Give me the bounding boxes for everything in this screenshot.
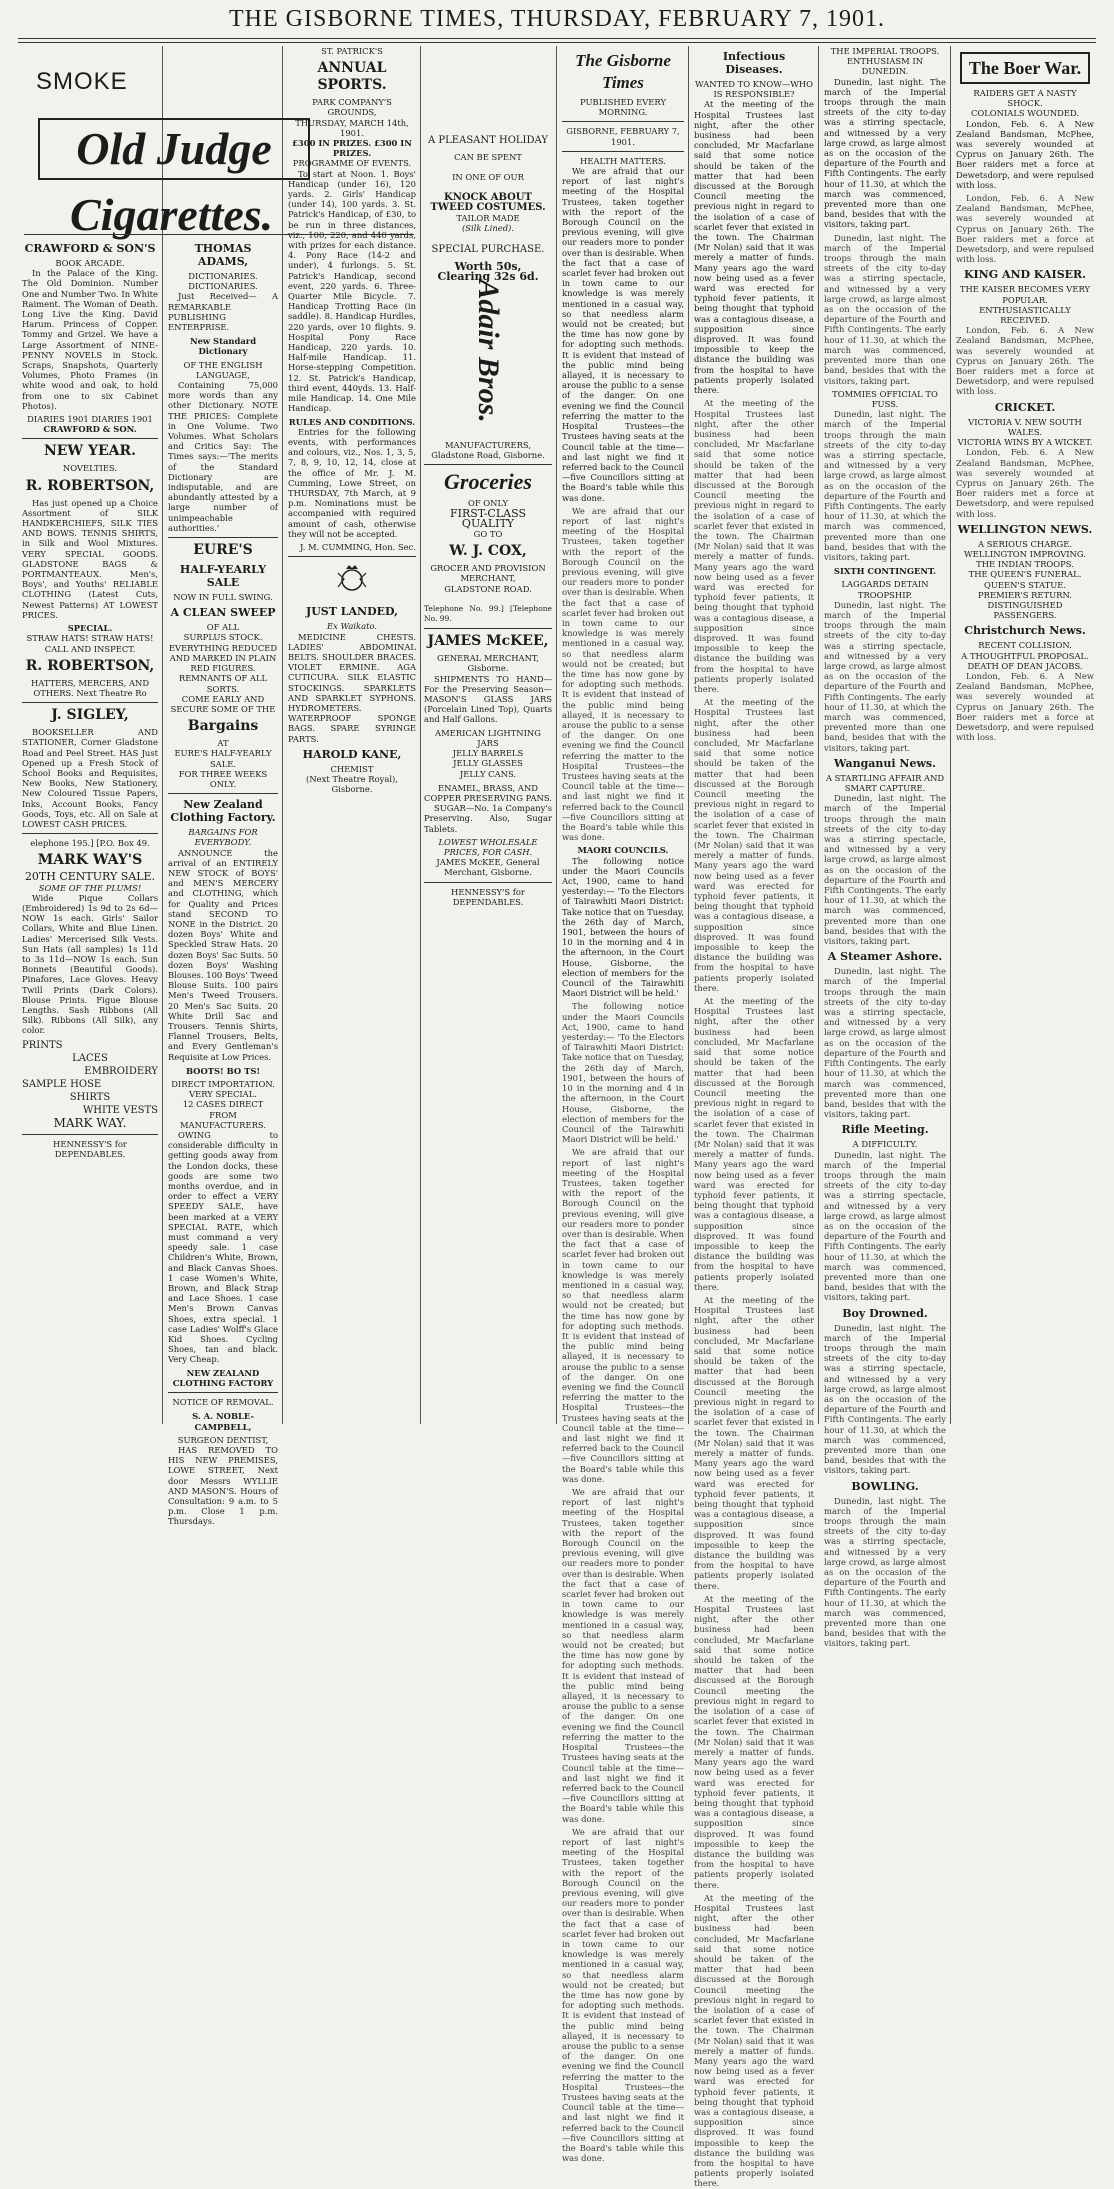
editorial-body: We are afraid that our report of last night's meeting of the Hospital Trustees, taken together with the report of the Borough Council on the previous evening, will give our readers more to ponder over than is desirable. When the fact that a case of scarlet fever had broken out in town came to our knowledge is was merely mentioned in a casual way, so that needless alarm would not be created; but the time has now gone by for adopting such methods. It is evident that instead of the public mind being allayed, it is necessary to arouse the public to a sense of the danger. On one evening we find the Council referring the matter to the Hospital Trustees—the Trustees having seats at the Council table at the time—and last night we find it referred back to the Council—five Councillors sitting at the Board's table while this was done. bbox=[562, 166, 684, 503]
king-kaiser: KING AND KAISER. bbox=[963, 268, 1087, 282]
removed-body: HAS REMOVED TO HIS NEW PREMISES, LOWE STREET, Next door Messrs WYLLIE AND MASON'S. Hours of Consultation: 9 a.m. to 5 p.m. Close 1 p.m. Thursdays. bbox=[168, 1444, 278, 1527]
kaiser-body: London, Feb. 6. A New Zealand Bandsman, McPhee, was severely wounded at Cyprus on January 26th. The Boer raiders met a force at Dewetsdorp, and were repulsed with loss. bbox=[956, 325, 1094, 397]
old-judge-box bbox=[38, 118, 310, 180]
prize-money: £300 IN PRIZES. £300 IN PRIZES. bbox=[292, 138, 412, 159]
mckee-sign: JAMES McKEE, General Merchant, Gisborne. bbox=[436, 857, 540, 878]
divider bbox=[562, 151, 684, 152]
column-8 bbox=[956, 46, 1094, 1424]
divider bbox=[424, 882, 552, 883]
quality: QUALITY bbox=[461, 516, 515, 530]
rifle-body: Dunedin, last night. The march of the Imperial troops through the main streets of the city to-day was a stirring spectacle, and witnessed by a very large crowd, as large almost as on the occasion of the departure of the Fourth and Fifth Contingents. The early hour of 11.30, at which the march was commenced, prevented more than one band, besides that with the visitors, taking part. bbox=[824, 1149, 946, 1303]
bargains-everybody: BARGAINS FOR EVERYBODY. bbox=[188, 827, 258, 848]
divider bbox=[22, 833, 158, 834]
crawford-sub: BOOK ARCADE. bbox=[55, 258, 125, 268]
can-be-spent: CAN BE SPENT bbox=[454, 152, 522, 163]
hennessy-ad: HENNESSY'S for DEPENDABLES. bbox=[53, 1138, 127, 1159]
column-1 bbox=[22, 238, 158, 1424]
plums-heading: SOME OF THE PLUMS! bbox=[38, 882, 142, 893]
rules-body: Entries for the following events, with performances and colours, viz., Nos. 1, 3, 5, 7, 8, 9, 10, 12, 14, close at the office of Mr. J. M. Cumming, Lowe Street, on THURSDAY, 7th March, at 9 p.m. Nominations must be accompanied with required amount of cash, otherwise they will not be accepted. bbox=[288, 426, 416, 539]
column-7 bbox=[824, 46, 946, 1649]
column-5 bbox=[562, 46, 684, 2164]
victoria-nsw: VICTORIA V. NEW SOUTH WALES. bbox=[968, 416, 1082, 437]
embroidery: EMBROIDERY bbox=[84, 1065, 158, 1077]
direct-importation: DIRECT IMPORTATION. VERY SPECIAL. bbox=[171, 1079, 275, 1100]
gladstone-road: Gladstone Road, Gisborne. bbox=[431, 450, 545, 461]
novelties: NOVELTIES. bbox=[62, 463, 118, 474]
sixth-contingent: SIXTH CONTINGENT. bbox=[833, 566, 937, 577]
rules-heading: RULES AND CONDITIONS. bbox=[288, 416, 416, 427]
at-label: AT bbox=[217, 738, 229, 749]
go-to: GO TO bbox=[473, 529, 503, 540]
crawford-footer: CRAWFORD & SON. bbox=[43, 424, 137, 435]
editorial-date: GISBORNE, FEBRUARY 7, 1901. bbox=[566, 126, 680, 147]
indian-troops: THE INDIAN TROOPS. bbox=[976, 559, 1074, 570]
smoke-label: SMOKE bbox=[36, 68, 128, 95]
wellington-news: WELLINGTON NEWS. bbox=[957, 522, 1093, 536]
sugar: SUGAR—No. 1a Company's Preserving. Also, Sugar Tablets. bbox=[424, 803, 552, 834]
medicine-list: MEDICINE CHESTS. LADIES' ABDOMINAL BELTS. SHOULDER BRACES. VIOLET ERMINE. AGA CUTICURA. SILK ELASTIC STOCKINGS. SPARKLETS AND SPARKLET SYPHONS. HYDROMETERS. WATERPROOF SPONGE BAGS. SPARE SYRINGE PARTS. bbox=[288, 631, 416, 744]
diaries: DIARIES 1901 DIARIES 1901 bbox=[27, 414, 153, 425]
divider bbox=[424, 464, 552, 465]
now-in-swing: NOW IN FULL SWING. bbox=[173, 592, 273, 603]
christchurch-body: London, Feb. 6. A New Zealand Bandsman, McPhee, was severely wounded at Cyprus on January 26th. The Boer raiders met a force at Dewetsdorp, and were repulsed with loss. bbox=[956, 670, 1094, 743]
adams-intro: Just Received— A REMARKABLE PUBLISHING ENTERPRISE. bbox=[168, 291, 278, 333]
divider bbox=[424, 628, 552, 629]
tailor-made: TAILOR MADE bbox=[456, 213, 520, 224]
shipments: SHIPMENTS TO HAND— For the Preserving Season— MASON'S GLASS JARS (Porcelain Lined Top), Quarts and Half Gallons. bbox=[424, 673, 552, 725]
thoughtful-proposal: A THOUGHTFUL PROPOSAL. bbox=[961, 650, 1089, 661]
bowling: BOWLING. bbox=[851, 1479, 919, 1493]
infectious-body-cont: At the meeting of the Hospital Trustees last night, after the other business had been concluded, Mr Macfarlane said that some notice should be taken of the matter that had been discussed at the Borough Council meeting the previous night in regard to the isolation of a case of scarlet fever that existed in the town. The Chairman (Mr Nolan) said that it was merely a matter of funds. Many years ago the ward now being used as a fever ward was erected for typhoid fever patients, it being thought that typhoid was a contagious disease, a supposition since disproved. It was found impossible to keep the distance the building was from the hospital to have patients properly isolated there. bbox=[694, 398, 814, 694]
worth: Worth 50s, bbox=[454, 259, 522, 273]
bargains: Bargains bbox=[187, 718, 259, 735]
maori-councils: MAORI COUNCILS. bbox=[577, 845, 669, 856]
column-4 bbox=[424, 46, 552, 1424]
holiday: A PLEASANT HOLIDAY bbox=[428, 135, 548, 146]
cigarettes-title: Cigarettes. bbox=[70, 189, 274, 240]
imperial-troops: THE IMPERIAL TROOPS. bbox=[830, 46, 940, 56]
special-purchase: SPECIAL PURCHASE. bbox=[431, 244, 545, 256]
laces: LACES bbox=[72, 1052, 108, 1064]
lowest-prices: LOWEST WHOLESALE PRICES, FOR CASH. bbox=[438, 836, 538, 857]
clearing-price: Clearing 32s 6d. bbox=[437, 269, 539, 283]
old-judge-title: Old Judge bbox=[76, 123, 272, 174]
noble-name: S. A. NOBLE-CAMPBELL, bbox=[192, 1411, 254, 1432]
first-class: FIRST-CLASS bbox=[450, 506, 526, 520]
infectious-heading: Infectious Diseases. bbox=[722, 50, 786, 76]
programme: PROGRAMME OF EVENTS. bbox=[292, 158, 412, 169]
events-list: To start at Noon. 1. Boys' Handicap (under 16), 120 yards. 2. Girls' Handicap (under 14), 100 yards. 3. St. Patrick's Handicap, of £30, to be run in three distances, viz., 100, 220, and 440 yards, with prizes for each distance. 4. Pony Race (14-2 and under), 4 furlongs. 5. St. Patrick's Handicap, second event, 220 yards. 6. Three-Quarter Mile Bicycle. 7. Handicap Trotting Race (in saddle). 8. Handicap Hurdles, 220 yards, over 10 flights. 9. Hospital Pony Race Handicap, 220 yards. 10. Half-mile Handicap. 11. Horse-stepping Competition. 12. St. Patrick's Handicap, third event, 440yds. 13. Half-mile Handicap. 14. One Mile Handicap. bbox=[288, 168, 416, 414]
jelly-cans: JELLY CANS. bbox=[459, 768, 517, 779]
christchurch-news: Christchurch News. bbox=[964, 624, 1086, 638]
infectious-body-cont-5: At the meeting of the Hospital Trustees last night, after the other business had been concluded, Mr Macfarlane said that some notice should be taken of the matter that had been discussed at the Borough Council meeting the previous night in regard to the isolation of a case of scarlet fever that existed in the town. The Chairman (Mr Nolan) said that it was merely a matter of funds. Many years ago the ward now being used as a fever ward was erected for typhoid fever patients, it being thought that typhoid was a contagious disease, a supposition since disproved. It was found impossible to keep the distance the building was from the hospital to have patients properly isolated there. bbox=[694, 1593, 814, 1890]
premiers-return: PREMIER'S RETURN. bbox=[978, 589, 1072, 600]
cricket: CRICKET. bbox=[994, 400, 1056, 414]
bowling-body: Dunedin, last night. The march of the Imperial troops through the main streets of the city to-day was a stirring spectacle, and witnessed by a very large crowd, as large almost as on the occasion of the departure of the Fourth and Fifth Contingents. The early hour of 11.30, at which the march was commenced, prevented more than one band, besides that with the visitors, taking part. bbox=[824, 1495, 946, 1649]
victoria-wins: VICTORIA WINS BY A WICKET. bbox=[957, 437, 1093, 448]
eures-title: EURE'S bbox=[193, 542, 253, 559]
distinguished: DISTINGUISHED PASSENGERS. bbox=[987, 599, 1063, 621]
divider bbox=[168, 1392, 278, 1393]
in-one-of-our: IN ONE OF OUR bbox=[452, 172, 524, 183]
robertson-name: R. ROBERTSON, bbox=[25, 477, 155, 494]
groceries: Groceries bbox=[444, 469, 532, 495]
wanganui-body: Dunedin, last night. The march of the Imperial troops through the main streets of the city to-day was a stirring spectacle, and witnessed by a very large crowd, as large almost as on the occasion of the departure of the Fourth and Fifth Contingents. The early hour of 11.30, at which the march was commenced, prevented more than one band, besides that with the visitors, taking part. bbox=[824, 793, 946, 947]
cox-name: W. J. COX, bbox=[449, 543, 527, 560]
silk-lined: (Silk Lined). bbox=[462, 223, 514, 234]
century-sale: 20TH CENTURY SALE. bbox=[24, 870, 156, 884]
infectious-body-cont-3: At the meeting of the Hospital Trustees last night, after the other business had been concluded, Mr Macfarlane said that some notice should be taken of the matter that had been discussed at the Borough Council meeting the previous night in regard to the isolation of a case of scarlet fever that existed in the town. The Chairman (Mr Nolan) said that it was merely a matter of funds. Many years ago the ward now being used as a fever ward was erected for typhoid fever patients, it being thought that typhoid was a contagious disease, a supposition since disproved. It was found impossible to keep the distance the building was from the hospital to have patients properly isolated there. bbox=[694, 996, 814, 1292]
prints: PRINTS bbox=[22, 1039, 63, 1051]
jelly-glasses: JELLY GLASSES bbox=[453, 758, 523, 769]
kaiser-popular: THE KAISER BECOMES VERY POPULAR. bbox=[959, 284, 1091, 305]
remnants: REMNANTS OF ALL SORTS. bbox=[178, 673, 268, 694]
just-landed: JUST LANDED, bbox=[306, 605, 398, 619]
column-2 bbox=[168, 238, 278, 1527]
sample-hose: SAMPLE HOSE bbox=[22, 1078, 102, 1090]
crawford-body: In the Palace of the King. The Old Dominion. Number One and Number Two. In White Raiment. The Woman of Death. Long Live the King. David Harum. Princess of Copper. Tommy and Grizel. We have a Large Assortment of NINE-PENNY NOVELS in Stock. Scraps, Snapshots, Quarterly Volumes, Photo Frames (in white wood and oak, to hold from one to six Cabinet Photos). bbox=[22, 268, 158, 411]
infectious-body-cont-6: At the meeting of the Hospital Trustees last night, after the other business had been concluded, Mr Macfarlane said that some notice should be taken of the matter that had been discussed at the Borough Council meeting the previous night in regard to the isolation of a case of scarlet fever that existed in the town. The Chairman (Mr Nolan) said that it was merely a matter of funds. Many years ago the ward now being used as a fever ward was erected for typhoid fever patients, it being thought that typhoid was a contagious disease, a supposition since disproved. It was found impossible to keep the distance the building was from the hospital to have patients properly isolated there. bbox=[694, 1892, 814, 2189]
shirts: SHIRTS bbox=[69, 1091, 111, 1103]
colonials-wounded: COLONIALS WOUNDED. bbox=[970, 108, 1080, 119]
new-year-heading: NEW YEAR. bbox=[43, 443, 137, 460]
of-only: OF ONLY bbox=[467, 498, 509, 509]
imperial-body: Dunedin, last night. The march of the Imperial troops through the main streets of the city to-day was a stirring spectacle, and witnessed by a very large crowd, as large almost as on the occasion of the departure of the Fourth and Fifth Contingents. The early hour of 11.30, at which the march was commenced, prevented more than one band, besides that with the visitors, taking part. bbox=[824, 76, 946, 230]
dean-jacobs: DEATH OF DEAN JACOBS. bbox=[967, 660, 1083, 671]
surplus-stock: SURPLUS STOCK. bbox=[183, 632, 263, 643]
divider bbox=[22, 1134, 158, 1135]
cases-body: OWING to considerable difficulty in getting goods away from the London docks, these goods are some two months overdue, and in order to effect a VERY SPEEDY SALE, have been marked at a VERY SPECIAL RATE, which must command a very speedy sale. 1 case Children's White, Brown, and Black Canvas Shoes. 1 case Women's White, Brown, and Black Strap and Lace Shoes. 1 case Men's Brown Canvas Shoes, extra special. 1 case Ladies' Wolff's Glace Kid Shoes. Cycling Shoes, tan and black. Very Cheap. bbox=[168, 1130, 278, 1365]
maori-body-cont: The following notice under the Maori Councils Act, 1900, came to hand yesterday:— 'To the Electors of Tairawhiti Maori District: Take notice that on Tuesday, the 26th day of March, 1901, between the hours of 10 in the morning and 4 in the afternoon, in the Court House, Gisborne, the election of members for the Council of the Tairawhiti Maori District will be held.' bbox=[562, 1001, 684, 1145]
boots-heading: BOOTS! BO TS! bbox=[185, 1065, 261, 1076]
enthusiastic: ENTHUSIASTICALLY RECEIVED. bbox=[979, 304, 1071, 326]
special-label: SPECIAL. bbox=[67, 623, 113, 634]
wanganui-news: Wanganui News. bbox=[834, 756, 936, 770]
maori-body: The following notice under the Maori Councils Act, 1900, came to hand yesterday:— 'To the Electors of Tairawhiti Maori District: Take notice that on Tuesday, the 26th day of March, 1901, between the hours of 10 in the morning and 4 in the afternoon, in the Court House, Gisborne, the election of members for the Council of the Tairawhiti Maori District will be held.' bbox=[562, 855, 684, 999]
imperial-body-cont: Dunedin, last night. The march of the Imperial troops through the main streets of the city to-day was a stirring spectacle, and witnessed by a very large crowd, as large almost as on the occasion of the departure of the Fourth and Fifth Contingents. The early hour of 11.30, at which the march was commenced, prevented more than one band, besides that with the visitors, taking part. bbox=[824, 232, 946, 386]
american-jars: AMERICAN LIGHTNING JARS bbox=[435, 727, 541, 748]
editorial-body-tail-3: We are afraid that our report of last night's meeting of the Hospital Trustees, taken together with the report of the Borough Council on the previous evening, will give our readers more to ponder over than is desirable. When the fact that a case of scarlet fever had broken out in town came to our knowledge is was merely mentioned in a casual way, so that needless alarm would not be created; but the time has now gone by for adopting such methods. It is evident that instead of the public mind being allayed, it is necessary to arouse the public to a sense of the danger. On one evening we find the Council referring the matter to the Hospital Trustees—the Trustees having seats at the Council table at the time—and last night we find it referred back to the Council—five Councillors sitting at the Board's table while this was done. bbox=[562, 1826, 684, 2164]
cricket-body: London, Feb. 6. A New Zealand Bandsman, McPhee, was severely wounded at Cyprus on January 26th. The Boer raiders met a force at Dewetsdorp, and were repulsed with loss. bbox=[956, 447, 1094, 519]
mark-way-sign: MARK WAY. bbox=[53, 1115, 127, 1130]
health-matters: HEALTH MATTERS. bbox=[580, 155, 666, 166]
raiders: RAIDERS GET A NASTY SHOCK. bbox=[973, 88, 1077, 109]
robertson-body: Has just opened up a Choice Assortment of SILK HANDKERCHIEFS, SILK TIES AND BOWS. TENNIS SHIRTS, in Silk and Wool Mixtures. VERY SPECIAL GOODS. GLADSTONE BAGS & PORTMANTEAUX. Men's, Boys', and Youths' RELIABLE CLOTHING (Latest Cuts, Newest Patterns) AT LOWEST PRICES. bbox=[22, 497, 158, 620]
divider bbox=[168, 793, 278, 794]
steamer-body: Dunedin, last night. The march of the Imperial troops through the main streets of the city to-day was a stirring spectacle, and witnessed by a very large crowd, as large almost as on the occasion of the departure of the Fourth and Fifth Contingents. The early hour of 11.30, at which the march was commenced, prevented more than one band, besides that with the visitors, taking part. bbox=[824, 966, 946, 1120]
notice-removal: NOTICE OF REMOVAL. bbox=[172, 1397, 274, 1408]
three-weeks: FOR THREE WEEKS ONLY. bbox=[178, 768, 268, 789]
nz-factory: NEW ZEALAND CLOTHING FACTORY bbox=[172, 1367, 274, 1388]
knock-about: KNOCK ABOUT TWEED COSTUMES. bbox=[430, 191, 546, 213]
boy-drowned: Boy Drowned. bbox=[842, 1306, 928, 1320]
everything-reduced: EVERYTHING REDUCED AND MARKED IN PLAIN RED FIGURES. bbox=[168, 642, 278, 674]
boy-body: Dunedin, last night. The march of the Imperial troops through the main streets of the city to-day was a stirring spectacle, and witnessed by a very large crowd, as large almost as on the occasion of the departure of the Fourth and Fifth Contingents. The early hour of 11.30, at which the march was commenced, prevented more than one band, besides that with the visitors, taking part. bbox=[824, 1322, 946, 1476]
white-vests: WHITE VESTS bbox=[83, 1104, 158, 1116]
surgeon-dentist: SURGEON DENTIST, bbox=[177, 1434, 269, 1445]
hennessy-ad-2: HENNESSY'S for DEPENDABLES. bbox=[451, 886, 525, 907]
masthead-rule-bottom bbox=[18, 42, 1096, 43]
editorial-body-tail-2: We are afraid that our report of last night's meeting of the Hospital Trustees, taken together with the report of the Borough Council on the previous evening, will give our readers more to ponder over than is desirable. When the fact that a case of scarlet fever had broken out in town came to our knowledge is was merely mentioned in a casual way, so that needless alarm would not be created; but the time has now gone by for adopting such methods. It is evident that instead of the public mind being allayed, it is necessary to arouse the public to a sense of the danger. On one evening we find the Council referring the matter to the Hospital Trustees—the Trustees having seats at the Council table at the time—and last night we find it referred back to the Council—five Councillors sitting at the Board's table while this was done. bbox=[562, 1487, 684, 1824]
chemist-address: (Next Theatre Royal), Gisborne. bbox=[306, 773, 398, 795]
adair-bros-title: Adair Bros. bbox=[472, 279, 506, 423]
queens-statue: QUEEN'S STATUE. bbox=[983, 579, 1067, 590]
queens-funeral: THE QUEEN'S FUNERAL. bbox=[968, 569, 1082, 580]
straw-hats: STRAW HATS! STRAW HATS! bbox=[26, 633, 154, 644]
eures-sale: EURE'S HALF-YEARLY SALE. bbox=[174, 748, 272, 769]
published-every-morning: PUBLISHED EVERY MORNING. bbox=[580, 97, 666, 118]
of-all: OF ALL bbox=[206, 622, 240, 633]
editorial-body-tail: We are afraid that our report of last night's meeting of the Hospital Trustees, taken together with the report of the Borough Council on the previous evening, will give our readers more to ponder over than is desirable. When the fact that a case of scarlet fever had broken out in town came to our knowledge is was merely mentioned in a casual way, so that needless alarm would not be created; but the time has now gone by for adopting such methods. It is evident that instead of the public mind being allayed, it is necessary to arouse the public to a sense of the danger. On one evening we find the Council referring the matter to the Hospital Trustees—the Trustees having seats at the Council table at the time—and last night we find it referred back to the Council—five Councillors sitting at the Board's table while this was done. bbox=[562, 1147, 684, 1484]
column-rule bbox=[688, 46, 689, 1424]
ex-ship: Ex Waikato. bbox=[326, 621, 378, 632]
tommies: TOMMIES OFFICIAL TO FUSS. bbox=[832, 388, 938, 409]
harold-kane: HAROLD KANE, bbox=[302, 747, 402, 761]
divider bbox=[22, 702, 158, 703]
crawford-title: CRAWFORD & SON'S bbox=[24, 242, 156, 255]
masthead-rule-top bbox=[18, 38, 1096, 39]
laggards: LAGGARDS DETAIN TROOPSHIP. bbox=[841, 579, 929, 600]
sigley-body: BOOKSELLER AND STATIONER, Corner Gladstone Road and Peel Street. HAS Just Opened up a Fresh Stock of School Books and Requisites, New Books, New Stationery, New Coloured Tissue Papers, Inks, Account Books, Fancy Goods, Toys, etc. All on Sale at LOWEST CASH PRICES. bbox=[22, 727, 158, 829]
rifle-difficulty: A DIFFICULTY. bbox=[852, 1139, 918, 1150]
divider bbox=[288, 556, 416, 557]
infectious-body-cont-4: At the meeting of the Hospital Trustees last night, after the other business had been concluded, Mr Macfarlane said that some notice should be taken of the matter that had been discussed at the Borough Council meeting the previous night in regard to the isolation of a case of scarlet fever that existed in the town. The Chairman (Mr Nolan) said that it was merely a matter of funds. Many years ago the ward now being used as a fever ward was erected for typhoid fever patients, it being thought that typhoid was a contagious disease, a supposition since disproved. It was found impossible to keep the distance the building was from the hospital to have patients properly isolated there. bbox=[694, 1294, 814, 1591]
column-rule bbox=[818, 46, 819, 1424]
call-inspect: CALL AND INSPECT. bbox=[44, 643, 136, 654]
come-early: COME EARLY AND SECURE SOME OF THE bbox=[170, 693, 276, 714]
adair-bros-logo bbox=[424, 279, 552, 440]
wellington-improving: WELLINGTON IMPROVING. bbox=[964, 548, 1086, 559]
mark-ways-name: MARK WAY'S bbox=[37, 852, 143, 869]
editorial-body-cont: We are afraid that our report of last night's meeting of the Hospital Trustees, taken together with the report of the Borough Council on the previous evening, will give our readers more to ponder over than is desirable. When the fact that a case of scarlet fever had broken out in town came to our knowledge is was merely mentioned in a casual way, so that needless alarm would not be created; but the time has now gone by for adopting such methods. It is evident that instead of the public mind being allayed, it is necessary to arouse the public to a sense of the danger. On one evening we find the Council referring the matter to the Hospital Trustees—the Trustees having seats at the Council table at the time—and last night we find it referred back to the Council—five Councillors sitting at the Board's table while this was done. bbox=[562, 505, 684, 843]
cumming-signature: J. M. CUMMING, Hon. Sec. bbox=[299, 541, 416, 552]
adams-title: THOMAS ADAMS, bbox=[194, 242, 252, 268]
infectious-body: At the meeting of the Hospital Trustees last night, after the other business had been concluded, Mr Macfarlane said that some notice should be taken of the matter that had been discussed at the Borough Council meeting the previous night in regard to the isolation of a case of scarlet fever that existed in the town. The Chairman (Mr Nolan) said that it was merely a matter of funds. Many years ago the ward now being used as a fever ward was erected for typhoid fever patients, it being thought that typhoid was a contagious disease, a supposition since disproved. It was found impossible to keep the distance the building was from the hospital to have patients properly isolated there. bbox=[694, 99, 814, 396]
robertson-name-2: R. ROBERTSON, bbox=[25, 657, 155, 674]
divider bbox=[22, 438, 158, 439]
column-rule bbox=[556, 46, 557, 1424]
divider bbox=[562, 121, 684, 122]
column-rule bbox=[282, 46, 283, 1424]
clean-sweep: A CLEAN SWEEP bbox=[170, 606, 276, 620]
grocer-merchant: GROCER AND PROVISION MERCHANT, bbox=[430, 563, 546, 584]
cox-address: GLADSTONE ROAD. bbox=[444, 583, 532, 594]
column-rule bbox=[162, 46, 163, 1424]
serious-charge: A SERIOUS CHARGE. bbox=[977, 538, 1073, 549]
crest-icon bbox=[332, 563, 372, 597]
column-6 bbox=[694, 46, 814, 2189]
enamel-pans: ENAMEL, BRASS, AND COPPER PRESERVING PANS. bbox=[424, 782, 552, 803]
phone-line: elephone 195.] [P.O. Box 49. bbox=[30, 838, 150, 849]
rifle-meeting: Rifle Meeting. bbox=[841, 1123, 929, 1137]
paper-title: The Gisborne Times bbox=[575, 51, 671, 92]
steamer-ashore: A Steamer Ashore. bbox=[827, 950, 943, 964]
nz-body: ANNOUNCE the arrival of an ENTIRELY NEW STOCK of BOYS' and MEN'S MERCERY and CLOTHING, which for Quality and Prices stand SECOND TO NONE in the District. 20 dozen Boys' White and Speckled Straw Hats. 20 dozen Boys' Sac Suits. 50 dozen Boys' Washing Blouses. 100 Boys' Tweed Blouse Suits. 100 pairs Men's Tweed Trousers. 20 Men's Sac Suits. 20 White Drill Sac and Trousers. Tennis Shirts, Flannel Trousers, Belts, and Every Gentleman's Requisite at Low Prices. bbox=[168, 847, 278, 1062]
infectious-body-cont-2: At the meeting of the Hospital Trustees last night, after the other business had been concluded, Mr Macfarlane said that some notice should be taken of the matter that had been discussed at the Borough Council meeting the previous night in regard to the isolation of a case of scarlet fever that existed in the town. The Chairman (Mr Nolan) said that it was merely a matter of funds. Many years ago the ward now being used as a fever ward was erected for typhoid fever patients, it being thought that typhoid was a contagious disease, a supposition since disproved. It was found impossible to keep the distance the building was from the hospital to have patients properly isolated there. bbox=[694, 697, 814, 993]
chemist-label: CHEMIST bbox=[330, 763, 374, 774]
sports-date: THURSDAY, MARCH 14th, 1901. bbox=[295, 117, 409, 138]
adams-body: Containing 75,000 more words than any other Dictionary. NOTE THE PRICES: Complete in One Volume. Two Volumes. What Scholars and Critics Say: The Times says:—'The merits of the Standard Dictionary are indisputable, and are abundantly attested by a large number of unimpeachable authorities.' bbox=[168, 380, 278, 533]
column-3 bbox=[288, 46, 416, 1424]
twelve-cases: 12 CASES DIRECT FROM MANUFACTURERS. bbox=[179, 1099, 267, 1130]
enthusiasm: ENTHUSIASM IN DUNEDIN. bbox=[846, 56, 924, 77]
royal-crest bbox=[288, 563, 416, 599]
divider bbox=[168, 537, 278, 538]
new-standard: New Standard Dictionary bbox=[189, 336, 257, 357]
startling-affair: A STARTLING AFFAIR AND SMART CAPTURE. bbox=[825, 772, 945, 794]
general-merchant: GENERAL MERCHANT, Gisborne. bbox=[437, 653, 539, 674]
boer-war-title: The Boer War. bbox=[968, 58, 1082, 78]
manufacturers: MANUFACTURERS, bbox=[444, 440, 532, 451]
telephone-line: Telephone No. 99.] [Telephone No. 99. bbox=[424, 603, 552, 624]
sigley-name: J. SIGLEY, bbox=[51, 707, 129, 724]
jelly-barrels: JELLY BARRELS bbox=[452, 748, 524, 759]
nz-clothing: New Zealand Clothing Factory. bbox=[170, 798, 276, 825]
english-language: OF THE ENGLISH LANGUAGE, bbox=[183, 359, 263, 380]
st-patrick: ST. PATRICK'S bbox=[321, 46, 383, 56]
column-rule bbox=[950, 46, 951, 1424]
recent-collision: RECENT COLLISION. bbox=[978, 640, 1072, 651]
half-yearly: HALF-YEARLY SALE bbox=[179, 563, 267, 590]
wanted-to-know: WANTED TO KNOW—WHO IS RESPONSIBLE? bbox=[695, 79, 813, 100]
masthead: THE GISBORNE TIMES, THURSDAY, FEBRUARY 7, 1901. bbox=[229, 6, 885, 32]
boer-body-cont: London, Feb. 6. A New Zealand Bandsman, McPhee, was severely wounded at Cyprus on January 26th. The Boer raiders met a force at Dewetsdorp, and were repulsed with loss. bbox=[956, 193, 1094, 265]
column-rule bbox=[420, 46, 421, 1424]
mark-way-list bbox=[22, 1039, 158, 1130]
boer-war-box bbox=[960, 52, 1090, 84]
annual-sports: ANNUAL SPORTS. bbox=[317, 60, 387, 94]
sixth-body: Dunedin, last night. The march of the Imperial troops through the main streets of the city to-day was a stirring spectacle, and witnessed by a very large crowd, as large almost as on the occasion of the departure of the Fourth and Fifth Contingents. The early hour of 11.30, at which the march was commenced, prevented more than one band, besides that with the visitors, taking part. bbox=[824, 599, 946, 753]
plums-body: Wide Pique Collars (Embroidered) 1s 9d to 2s 6d—NOW 1s each. Girls' Sailor Collars, White and Blue Linen. Ladies' Mercerised Silk Vests. Sun Hats (all samples) 1s 11d to 3s 11d—NOW 1s each. Sun Bonnets (Beautiful Goods). Pinafores, Lace Gloves. Heavy Twill Prints (Dark Colors). Blouse Prints. Figue Blouse Lengths. Sash Ribbons (All Silk). Ribbons (All Silk), any color. bbox=[22, 892, 158, 1036]
mckee-name: JAMES McKEE, bbox=[427, 633, 549, 650]
park-grounds: PARK COMPANY'S GROUNDS, bbox=[312, 97, 392, 118]
tommies-body: Dunedin, last night. The march of the Imperial troops through the main streets of the city to-day was a stirring spectacle, and witnessed by a very large crowd, as large almost as on the occasion of the departure of the Fourth and Fifth Contingents. The early hour of 11.30, at which the march was commenced, prevented more than one band, besides that with the visitors, taking part. bbox=[824, 409, 946, 562]
dictionaries: DICTIONARIES. DICTIONARIES. bbox=[188, 271, 258, 292]
hatters: HATTERS, MERCERS, AND OTHERS. Next Theatre Ro bbox=[30, 677, 150, 698]
boer-body: London, Feb. 6. A New Zealand Bandsman, McPhee, was severely wounded at Cyprus on January 26th. The Boer raiders met a force at Dewetsdorp, and were repulsed with loss. bbox=[956, 118, 1094, 190]
